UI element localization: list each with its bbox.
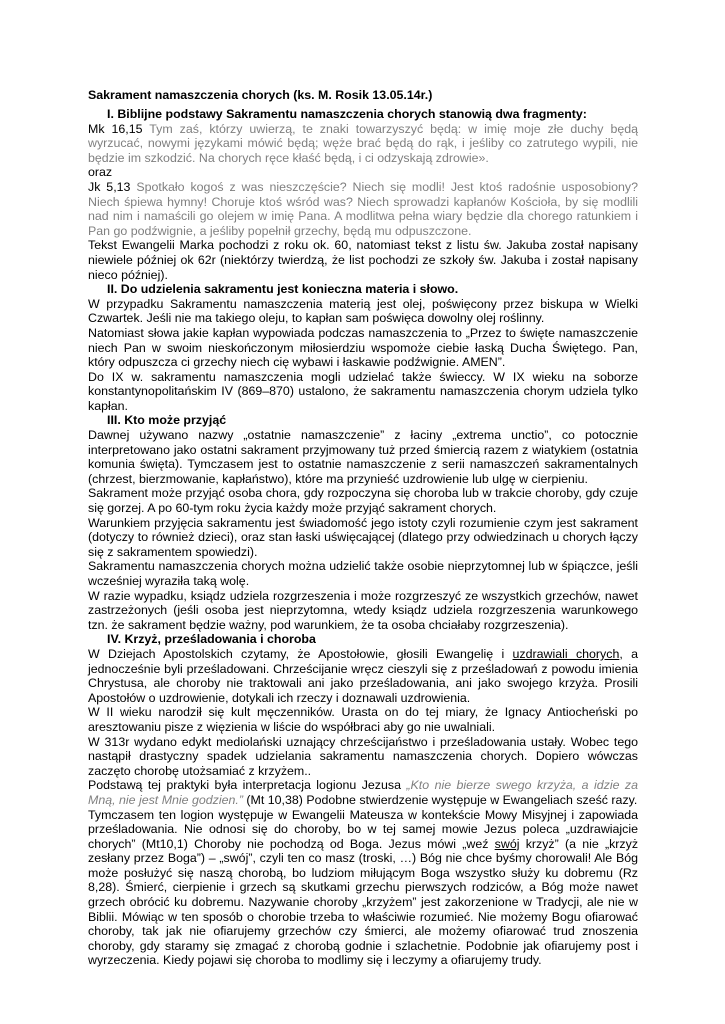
underlined-text: uzdrawiali chorych	[512, 646, 620, 661]
james-reference: Jk 5,13	[88, 179, 131, 194]
section-2-paragraph-2: Natomiast słowa jakie kapłan wypowiada podczas namaszczenia to „Przez to święte namaszczenie niech Pan w swoim nieskończonym miłosierdziu wspomoże ciebie łaską Ducha Świętego. Pan, który odpuszcza ci grzechy niech cię wybawi i łaskawie podźwignie. AMEN”.	[88, 325, 638, 370]
section-3-paragraph-1: Dawnej używano nazwy „ostatnie namaszczenie” z łaciny „extrema unctio”, co potocznie interpretowano jako ostatni sakrament przyjmowany tuż przed śmiercią razem z wiatykiem (ostatnia komunia święta). Tymczasem jest to ostatnie namaszczenie z serii namaszczeń sakramentalnych (chrzest, bierzmowanie, kapłaństwo), które ma przynieść uzdrowienie lub ulgę w cierpieniu.	[88, 428, 638, 486]
section-4-paragraph-2: W II wieku narodził się kult męczenników. Urasta on do tej miary, że Ignacy Antiocheński po aresztowaniu pisze z więzienia w liście do współbraci aby go nie uwalniali.	[88, 705, 638, 734]
text-run: krzyż” (a nie „krzyż zesłany przez Boga”) – „swój”, czyli ten co masz (troski, …) Bóg nie chce byśmy chorowali! Ale Bóg może posłużyć się naszą chorobą, bo ludziom miłującym Boga wszystko służy ku dobremu (Rz 8,28). Śmierć, cierpienie i grzech są skutkami grzechu pierwszych rodziców, a Bóg może nawet grzech obrócić ku dobremu. Nazywanie choroby „krzyżem” jest zakorzenione w Tradycji, ale nie w Biblii. Mówiąc w ten sposób o chorobie trzeba to właściwie rozumieć. Nie możemy Bogu ofiarować choroby, tak jak nie ofiarujemy grzechów czy śmierci, ale możemy ofiarować trud znoszenia choroby, gdy staramy się zmagać z chorobą godnie i szlachetnie. Podobnie jak ofiarujemy post i wyrzeczenia. Kiedy pojawi się choroba to modlimy się i leczymy a ofiarujemy trudy.	[88, 836, 639, 968]
section-2-heading: II. Do udzielenia sakramentu jest konieczna materia i słowo.	[107, 282, 459, 297]
document-title: Sakrament namaszczenia chorych (ks. M. Rosik 13.05.14r.)	[88, 88, 433, 102]
section-4-paragraph-4	[88, 778, 638, 807]
text-run: Tymczasem ten logion występuje w Ewangelii Mateusza w kontekście Mowy Misyjnej i zapowiada prześladowania. Nie odnosi się do choroby, bo w tej samej mowie Jezus poleca „uzdrawiajcie chorych” (Mt10,1) Choroby nie pochodzą od Boga. Jezus mówi „weź	[88, 807, 638, 851]
logion-quote: „Kto nie bierze swego krzyża, a idzie za Mną, nie jest Mnie godzien.”	[88, 778, 638, 807]
section-3-paragraph-3: Warunkiem przyjęcia sakramentu jest świadomość jego istoty czyli rozumienie czym jest sakrament (dotyczy to również dzieci), oraz stan łaski uświęcającej (dlatego przy odwiedzinach u chorych łączy się z sakramentem spowiedzi).	[88, 515, 638, 559]
section-4-paragraph-5	[88, 808, 638, 969]
section-3-paragraph-5: W razie wypadku, ksiądz udziela rozgrzeszenia i może rozgrzeszyć ze wszystkich grzechów, nawet zastrzeżonych (jeśli osoba jest nieprzytomna, wtedy ksiądz udziela rozgrzeszenia warunkowego tzn. że sakrament będzie ważny, pod warunkiem, że ta osoba chciałaby rozgrzeszenia).	[88, 588, 638, 632]
section-3-paragraph-2: Sakrament może przyjąć osoba chora, gdy rozpoczyna się choroba lub w trakcie choroby, gdy czuje się gorzej. A po 60-tym roku życia każdy może przyjąć sakrament chorych.	[88, 486, 638, 516]
section-2-paragraph-1: W przypadku Sakramentu namaszczenia materią jest olej, poświęcony przez biskupa w Wielki Czwartek. Jeśli nie ma takiego oleju, to kapłan sam poświęca dowolny olej roślinny.	[88, 296, 638, 326]
oraz-line: oraz	[88, 165, 113, 180]
section-3-paragraph-4: Sakramentu namaszczenia chorych można udzielić także osobie nieprzytomnej lub w śpiączce, jeśli wcześniej wyraziła taką wolę.	[88, 559, 638, 588]
section-4-heading: IV. Krzyż, prześladowania i choroba	[107, 632, 316, 647]
james-quote: Spotkało kogoś z was nieszczęście? Niech się modli! Jest ktoś radośnie usposobiony? Niech śpiewa hymny! Choruje ktoś wśród was? Niech sprowadzi kapłanów Kościoła, by się modlili nad nim i namaścili go olejem w imię Pana. A modlitwa pełna wiary będzie dla chorego ratunkiem i Pan go podźwignie, a jeśliby popełnił grzechy, będą mu odpuszczone.	[88, 179, 639, 238]
mark-reference: Mk 16,15	[88, 121, 143, 136]
dating-note: Tekst Ewangelii Marka pochodzi z roku ok. 60, natomiast tekst z listu św. Jakuba został napisany niewiele później ok 62r (niektórzy twierdzą, że list pochodzi ze szkoły św. Jakuba i został napisany nieco później).	[88, 238, 638, 282]
section-4-paragraph-3: W 313r wydano edykt mediolański uznający chrześcijaństwo i prześladowania ustały. Wobec tego nastąpił drastyczny spadek udzielania sakramentu namaszczenia chorych. Dopiero wówczas zaczęto chorobę utożsamiać z krzyżem..	[88, 734, 638, 778]
section-3-heading: III. Kto może przyjąć	[107, 413, 227, 428]
text-run: (Mt 10,38) Podobne stwierdzenie występuje w Ewangeliach sześć razy.	[242, 792, 638, 807]
mark-quote: Tym zaś, którzy uwierzą, te znaki towarzyszyć będą: w imię moje złe duchy będą wyrzucać, nowymi językami mówić będą; węże brać będą do rąk, i jeśliby co zatrutego wypili, nie będzie im szkodzić. Na chorych ręce kłaść będą, i ci odzyskają zdrowie».	[88, 121, 639, 165]
section-1-heading: I. Biblijne podstawy Sakramentu namaszczenia chorych stanowią dwa fragmenty:	[107, 107, 587, 121]
mark-quote-paragraph	[88, 122, 638, 166]
text-run: Podstawą tej praktyki była interpretacja logionu Jezusa	[88, 778, 407, 793]
underlined-text: swój	[494, 836, 520, 851]
james-quote-paragraph	[88, 180, 638, 238]
document-page	[88, 88, 638, 968]
text-run: W Dziejach Apostolskich czytamy, że Apostołowie, głosili Ewangelię i	[88, 646, 513, 661]
section-4-paragraph-1	[88, 647, 638, 705]
section-2-paragraph-3: Do IX w. sakramentu namaszczenia mogli udzielać także świeccy. W IX wieku na soborze konstantynopolitańskim IV (869–870) ustalono, że sakramentu namaszczenia chorym udziela tylko kapłan.	[88, 369, 638, 413]
text-run: , a jednocześnie byli prześladowani. Chrześcijanie wręcz cieszyli się z prześladowań z powodu imienia Chrystusa, ale choroby nie traktowali ani jako prześladowania, ani jako swojego krzyża. Prosili Apostołów o uzdrowienie, dotykali ich rzeczy i doznawali uzdrowienia.	[88, 646, 639, 705]
